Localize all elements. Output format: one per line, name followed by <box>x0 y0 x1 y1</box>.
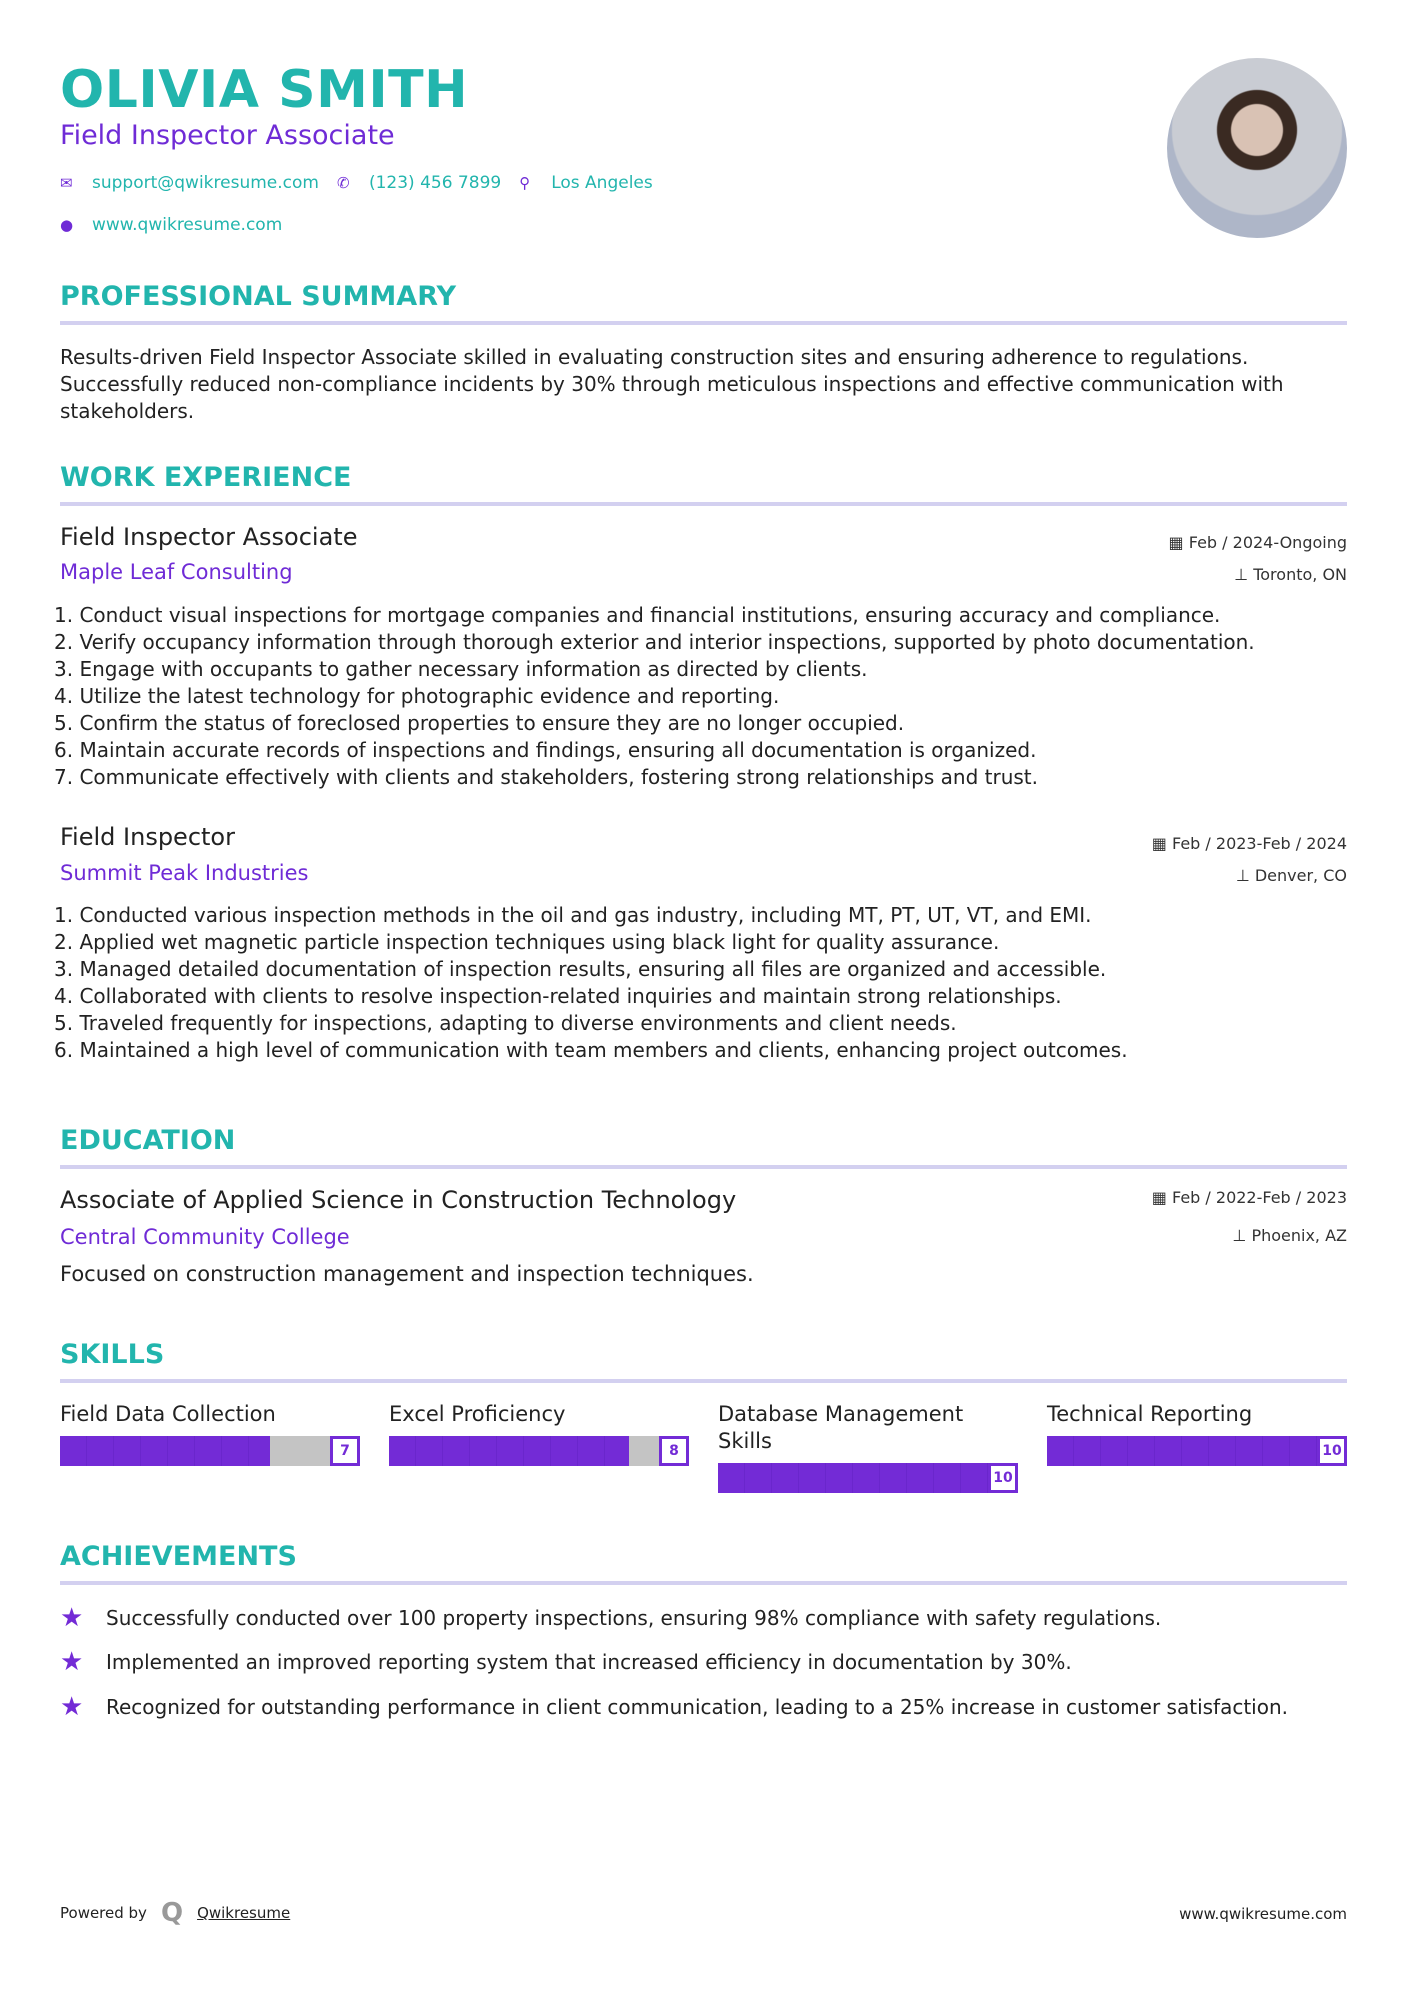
list-item: 3. Engage with occupants to gather necessary information as directed by clients. <box>54 657 868 681</box>
website-link[interactable]: www.qwikresume.com <box>92 215 283 235</box>
section-heading-experience: WORK EXPERIENCE <box>60 462 352 493</box>
skill-bar <box>60 1436 360 1466</box>
website-row <box>60 215 282 235</box>
list-item: 4. Collaborated with clients to resolve inspection-related inquiries and maintain strong relationships. <box>54 984 1062 1008</box>
email-link[interactable]: support@qwikresume.com <box>92 173 319 193</box>
skill-name: Field Data Collection <box>60 1402 276 1426</box>
skill-name: Database Management Skills <box>718 1402 964 1453</box>
list-item: 2. Verify occupancy information through thorough exterior and interior inspections, supported by photo documentation. <box>54 630 1255 654</box>
list-item: 7. Communicate effectively with clients and stakeholders, fostering strong relationships and trust. <box>54 765 1038 789</box>
education-dates: ▦ Feb / 2022-Feb / 2023 <box>1151 1188 1347 1207</box>
skill-bar <box>1047 1436 1347 1466</box>
calendar-icon: ▦ <box>1168 533 1189 552</box>
skill-bar-fill <box>60 1436 270 1466</box>
job-dates: ▦ Feb / 2024-Ongoing <box>1168 533 1347 552</box>
phone-icon: ✆ <box>336 174 350 192</box>
calendar-icon: ▦ <box>1151 834 1172 853</box>
pin-icon: ⊥ <box>1232 1226 1252 1245</box>
list-item: 5. Traveled frequently for inspections, adapting to diverse environments and client needs. <box>54 1011 957 1035</box>
achievement-item: ★ Successfully conducted over 100 property inspections, ensuring 98% compliance with safety regulations. <box>60 1603 1162 1633</box>
job-location: ⊥ Toronto, ON <box>1234 565 1347 584</box>
list-item: 2. Applied wet magnetic particle inspection techniques using black light for quality assurance. <box>54 930 1000 954</box>
skill-bar-fill <box>389 1436 629 1466</box>
divider <box>60 1379 1347 1383</box>
job-company: Summit Peak Industries <box>60 861 309 885</box>
job-bullets <box>54 602 1354 791</box>
footer-powered: Powered by Q Qwikresume <box>60 1898 291 1928</box>
skill-bar-fill <box>1047 1436 1347 1466</box>
degree-title: Associate of Applied Science in Construction Technology <box>60 1186 737 1214</box>
skill-bar-fill <box>718 1463 1018 1493</box>
list-item: 6. Maintain accurate records of inspections and findings, ensuring all documentation is organized. <box>54 738 1037 762</box>
job-company: Maple Leaf Consulting <box>60 560 293 584</box>
section-heading-education: EDUCATION <box>60 1125 236 1156</box>
contact-row <box>60 173 653 193</box>
list-item: 3. Managed detailed documentation of inspection results, ensuring all files are organized and accessible. <box>54 957 1107 981</box>
education-description: Focused on construction management and inspection techniques. <box>60 1262 754 1286</box>
globe-icon: ● <box>60 216 74 234</box>
divider <box>60 502 1347 506</box>
job-title: Field Inspector Associate <box>60 523 358 551</box>
skill-level: 8 <box>659 1436 689 1466</box>
skill-level: 7 <box>330 1436 360 1466</box>
achievement-item: ★ Implemented an improved reporting system that increased efficiency in documentation by 30%. <box>60 1647 1072 1677</box>
divider <box>60 1581 1347 1585</box>
star-icon: ★ <box>60 1603 84 1633</box>
summary-text: Results-driven Field Inspector Associate skilled in evaluating construction sites and ensuring adherence to regulations. Successfully reduced non-compliance incidents by 30% through meticulous inspections and effective communication with stakeholders. <box>60 345 1284 423</box>
job-bullets <box>54 902 1354 1064</box>
pin-icon: ⊥ <box>1234 565 1254 584</box>
skill-item <box>1047 1401 1347 1493</box>
profile-photo <box>1167 58 1347 238</box>
skill-item <box>389 1401 689 1493</box>
job-location: ⊥ Denver, CO <box>1235 866 1347 885</box>
footer-website[interactable]: www.qwikresume.com <box>1179 1905 1347 1923</box>
candidate-title: Field Inspector Associate <box>60 120 395 151</box>
list-item: 5. Confirm the status of foreclosed properties to ensure they are no longer occupied. <box>54 711 905 735</box>
achievement-item: ★ Recognized for outstanding performance in client communication, leading to a 25% increase in customer satisfaction. <box>60 1692 1289 1722</box>
phone-text: (123) 456 7899 <box>368 173 502 193</box>
job-title: Field Inspector <box>60 823 235 851</box>
section-heading-skills: SKILLS <box>60 1339 165 1370</box>
skill-item <box>718 1401 1018 1493</box>
location-text: Los Angeles <box>551 173 653 193</box>
skill-bar <box>718 1463 1018 1493</box>
section-heading-summary: PROFESSIONAL SUMMARY <box>60 281 457 312</box>
qwikresume-logo-icon: Q <box>160 1898 184 1928</box>
candidate-name: OLIVIA SMITH <box>60 60 469 120</box>
star-icon: ★ <box>60 1692 84 1722</box>
calendar-icon: ▦ <box>1151 1188 1172 1207</box>
envelope-icon: ✉ <box>60 174 73 192</box>
list-item: 1. Conduct visual inspections for mortgage companies and financial institutions, ensuring accuracy and compliance. <box>54 603 1221 627</box>
job-dates: ▦ Feb / 2023-Feb / 2024 <box>1151 834 1347 853</box>
skill-item <box>60 1401 360 1493</box>
pin-icon: ⊥ <box>1235 866 1255 885</box>
skill-level: 10 <box>1317 1436 1347 1466</box>
section-heading-achievements: ACHIEVEMENTS <box>60 1541 297 1572</box>
brand-link[interactable]: Qwikresume <box>197 1904 291 1922</box>
education-location: ⊥ Phoenix, AZ <box>1232 1226 1347 1245</box>
skill-bar <box>389 1436 689 1466</box>
star-icon: ★ <box>60 1647 84 1677</box>
map-pin-icon: ⚲ <box>519 174 531 192</box>
list-item: 1. Conducted various inspection methods in the oil and gas industry, including MT, PT, UT, VT, and EMI. <box>54 903 1092 927</box>
list-item: 6. Maintained a high level of communication with team members and clients, enhancing project outcomes. <box>54 1038 1128 1062</box>
skill-name: Technical Reporting <box>1047 1402 1253 1426</box>
skill-level: 10 <box>988 1463 1018 1493</box>
divider <box>60 1165 1347 1169</box>
skill-name: Excel Proficiency <box>389 1402 566 1426</box>
list-item: 4. Utilize the latest technology for photographic evidence and reporting. <box>54 684 780 708</box>
school-name: Central Community College <box>60 1225 350 1249</box>
divider <box>60 321 1347 325</box>
skills-list <box>60 1401 1347 1493</box>
